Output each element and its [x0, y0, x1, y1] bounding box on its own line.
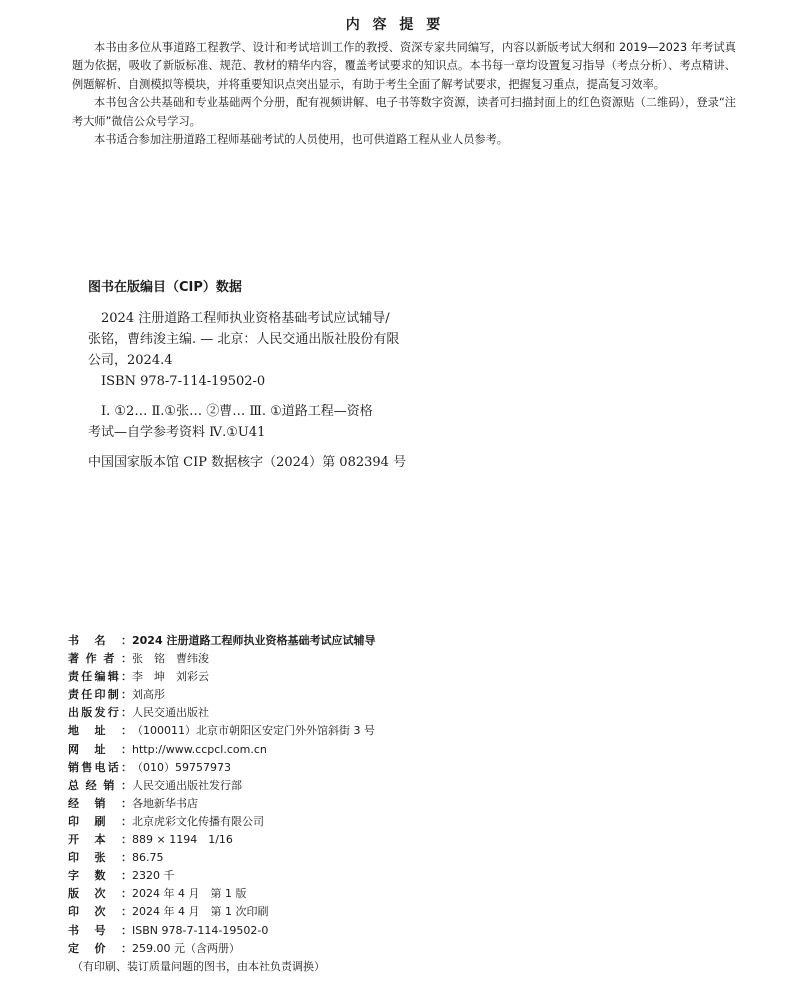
cip-line: 张铭，曹纬浚主编. — 北京：人民交通出版社股份有限 [88, 332, 400, 347]
publication-label-colon: ： [121, 706, 132, 720]
publication-row [68, 722, 668, 740]
publication-label-char: 号 [94, 923, 106, 937]
publication-label-char: 制 [107, 688, 119, 702]
publication-value: 刘高彤 [132, 688, 165, 702]
publication-label [68, 903, 132, 921]
cip-isbn: ISBN 978-7-114-19502-0 [101, 374, 266, 389]
publication-value: 2024 注册道路工程师执业资格基础考试应试辅导 [132, 634, 376, 647]
publication-label-char: 印 [94, 688, 106, 702]
publication-label-char: 任 [81, 670, 93, 684]
publication-label-colon: ： [121, 814, 132, 828]
publication-label-colon: ： [121, 869, 132, 883]
publication-label-char: 电 [94, 760, 106, 774]
publication-label [68, 632, 132, 650]
publication-label-char: 版 [68, 887, 79, 901]
publication-row [68, 849, 668, 867]
publication-value: 北京虎彩文化传播有限公司 [132, 814, 264, 828]
publication-value: 259.00 元（含两册） [132, 941, 240, 955]
publication-label-colon: ： [121, 724, 132, 738]
publication-label-char: 经 [68, 796, 79, 810]
publication-label-colon: ： [121, 742, 132, 756]
publication-label-char: 出 [68, 706, 79, 720]
publication-row [68, 795, 668, 813]
publication-label [68, 704, 132, 722]
publication-info [68, 632, 668, 976]
publication-label-char: 刷 [94, 814, 106, 828]
publication-label-colon: ： [121, 796, 132, 810]
cip-heading: 图书在版编目（CIP）数据 [88, 280, 242, 295]
publication-row [68, 940, 668, 958]
publication-row [68, 650, 668, 668]
publication-label-char: 责 [68, 688, 79, 702]
publication-label-colon: ： [121, 941, 132, 955]
publication-value: 人民交通出版社发行部 [132, 778, 242, 792]
publication-label [68, 831, 132, 849]
publication-label [68, 777, 132, 795]
publication-label-char: 任 [81, 688, 93, 702]
summary-paragraph: 本书由多位从事道路工程教学、设计和考试培训工作的教授、资深专家共同编写，内容以新版考试大纲和 2019—2023 年考试真题为依据，吸收了新版标准、规范、教材的精华内容，覆盖考试要求的知识点。本书每一章均设置复习指导（考点分析）、考点精讲、例题解析、自测模拟等模块，并将重要知识点突出显示，有助于考生全面了解考试要求，把握复习重点，提高复习效率。 [72, 41, 736, 91]
publication-label-char: 址 [94, 724, 106, 738]
quality-note: （有印刷、装订质量问题的图书，由本社负责调换） [72, 959, 325, 973]
publication-label-char: 网 [68, 742, 79, 756]
publication-label-char: 价 [94, 941, 106, 955]
publication-value: 2024 年 4 月 第 1 次印刷 [132, 905, 269, 919]
cip-line: 公司，2024.4 [88, 353, 173, 368]
publication-value: 86.75 [132, 851, 164, 865]
publication-label-char: 销 [103, 778, 115, 792]
cip-classification: Ⅰ. ①2… Ⅱ.①张… ②曹… Ⅲ. ①道路工程—资格 [101, 404, 373, 419]
publication-label-char: 名 [94, 634, 106, 647]
publication-value: 2320 千 [132, 869, 175, 883]
publication-label-colon: ： [120, 652, 132, 666]
publication-label-colon: ： [121, 634, 132, 647]
publication-label [68, 722, 132, 740]
publication-label-colon: ： [121, 923, 132, 937]
publication-row [68, 831, 668, 849]
publication-label-colon: ： [121, 851, 132, 865]
publication-label-char: 印 [68, 814, 79, 828]
publication-label [68, 867, 132, 885]
publication-row [68, 686, 668, 704]
publication-label-char: 著 [68, 652, 79, 666]
publication-value: http://www.ccpcl.com.cn [132, 742, 267, 756]
publication-row [68, 885, 668, 903]
publication-row [68, 777, 668, 795]
publication-row [68, 813, 668, 831]
publication-label-char: 数 [94, 869, 106, 883]
publication-label-colon: ： [121, 670, 132, 684]
publication-label-char: 编 [94, 670, 106, 684]
publication-label-char: 开 [68, 833, 79, 847]
publication-label-char: 售 [81, 760, 93, 774]
publication-label [68, 650, 132, 668]
publication-label-char: 话 [107, 760, 119, 774]
summary-paragraph: 本书适合参加注册道路工程师基础考试的人员使用，也可供道路工程从业人员参考。 [94, 133, 508, 147]
publication-label-char: 书 [68, 923, 79, 937]
publication-row [68, 668, 668, 686]
cip-block [88, 308, 448, 473]
publication-label-char: 作 [85, 652, 97, 666]
publication-row [68, 741, 668, 759]
publication-label-char: 次 [94, 887, 106, 901]
publication-label-char: 印 [68, 905, 79, 919]
publication-label-char: 版 [81, 706, 93, 720]
publication-label [68, 813, 132, 831]
summary-paragraph: 本书包含公共基础和专业基础两个分册，配有视频讲解、电子书等数字资源，读者可扫描封面上的红色资源贴（二维码），登录“注考大师”微信公众号学习。 [72, 96, 736, 128]
publication-label [68, 759, 132, 777]
publication-label-char: 次 [94, 905, 106, 919]
publication-row [68, 922, 668, 940]
publication-value: 2024 年 4 月 第 1 版 [132, 887, 247, 901]
summary-body [72, 39, 736, 149]
publication-value: 张 铭 曹纬浚 [132, 652, 209, 666]
publication-row [68, 903, 668, 921]
publication-label [68, 885, 132, 903]
publication-label-colon: ： [121, 905, 132, 919]
publication-label-char: 销 [68, 760, 79, 774]
publication-value: 889 × 1194 1/16 [132, 833, 233, 847]
publication-label-char: 字 [68, 869, 79, 883]
publication-label-colon: ： [121, 887, 132, 901]
publication-row [68, 632, 668, 650]
publication-value: 各地新华书店 [132, 796, 198, 810]
publication-label [68, 741, 132, 759]
publication-row [68, 704, 668, 722]
publication-value: ISBN 978-7-114-19502-0 [132, 923, 269, 937]
publication-label-char: 销 [94, 796, 106, 810]
publication-value: （010）59757973 [132, 760, 231, 774]
publication-label-char: 定 [68, 941, 79, 955]
publication-label-char: 辑 [107, 670, 119, 684]
publication-label-char: 地 [68, 724, 79, 738]
publication-value: 李 坤 刘彩云 [132, 670, 209, 684]
publication-label-char: 书 [68, 634, 79, 647]
publication-label-colon: ： [120, 778, 132, 792]
publication-label [68, 922, 132, 940]
publication-label-char: 责 [68, 670, 79, 684]
publication-label-char: 行 [107, 706, 119, 720]
publication-label [68, 686, 132, 704]
publication-label-char: 印 [68, 851, 79, 865]
publication-label-char: 发 [94, 706, 106, 720]
publication-label-char: 者 [103, 652, 115, 666]
publication-value: （100011）北京市朝阳区安定门外外馆斜街 3 号 [132, 724, 375, 738]
publication-label [68, 849, 132, 867]
summary-title: 内 容 提 要 [345, 17, 445, 33]
publication-label [68, 940, 132, 958]
publication-label-char: 址 [94, 742, 106, 756]
cip-record-number: 中国国家版本馆 CIP 数据核字（2024）第 082394 号 [88, 455, 407, 470]
publication-label [68, 668, 132, 686]
publication-label-char: 经 [85, 778, 97, 792]
cip-classification: 考试—自学参考资料 Ⅳ.①U41 [88, 425, 266, 440]
publication-label-char: 本 [94, 833, 106, 847]
publication-label-colon: ： [121, 833, 132, 847]
publication-label [68, 795, 132, 813]
publication-value: 人民交通出版社 [132, 706, 209, 720]
publication-row [68, 759, 668, 777]
publication-label-char: 总 [68, 778, 79, 792]
cip-line: 2024 注册道路工程师执业资格基础考试应试辅导/ [101, 311, 390, 326]
publication-label-colon: ： [121, 760, 132, 774]
publication-label-colon: ： [121, 688, 132, 702]
publication-label-char: 张 [94, 851, 106, 865]
publication-row [68, 867, 668, 885]
